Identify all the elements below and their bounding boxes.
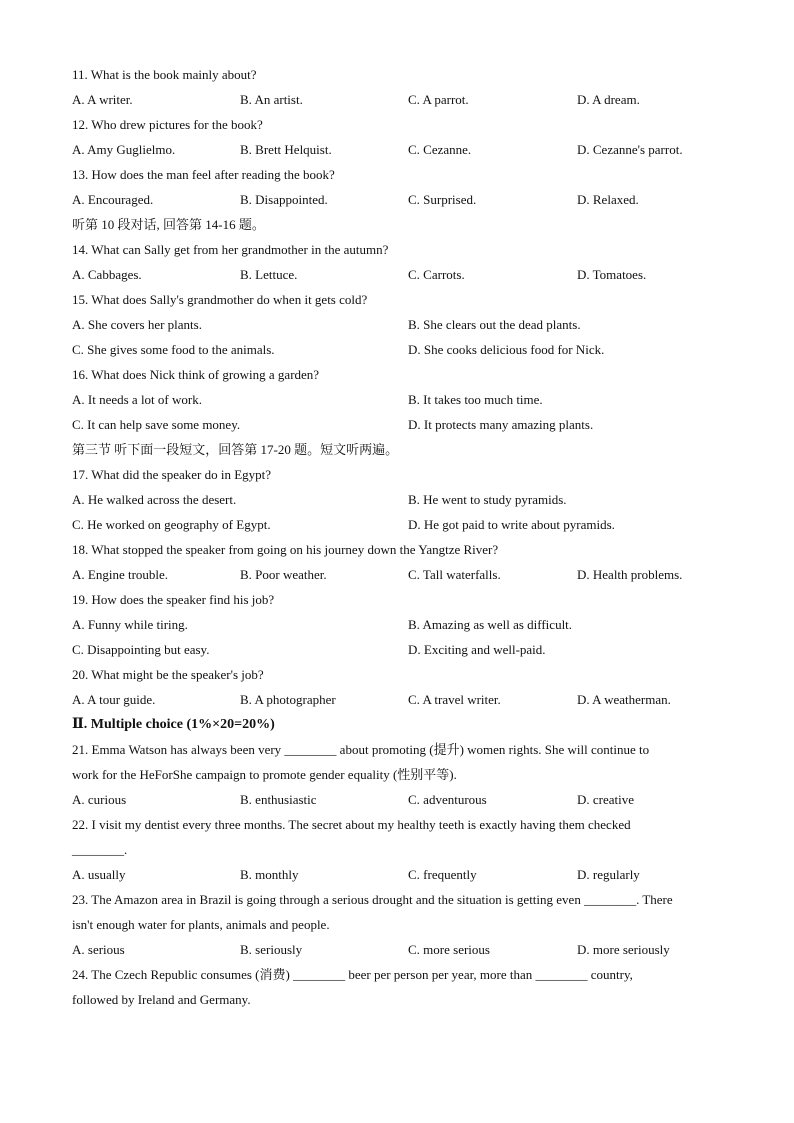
answer-option: C. A travel writer.	[408, 692, 501, 707]
question-text: 12. Who drew pictures for the book?	[72, 117, 263, 132]
answer-option: B. monthly	[240, 867, 299, 882]
question-text: 22. I visit my dentist every three months. The secret about my healthy teeth is exactly having them checked	[72, 817, 631, 832]
answer-option: C. Cezanne.	[408, 142, 472, 157]
answer-option: A. Amy Guglielmo.	[72, 142, 176, 157]
answer-option: C. Carrots.	[408, 267, 465, 282]
answer-option: A. She covers her plants.	[72, 317, 202, 332]
answer-options-row	[72, 637, 732, 662]
answer-option: C. Tall waterfalls.	[408, 567, 501, 582]
answer-options-row	[72, 137, 732, 162]
answer-options-row	[72, 187, 732, 212]
question-text: 21. Emma Watson has always been very ________ about promoting (提升) women rights. She will continue to	[72, 742, 650, 757]
answer-option: C. Disappointing but easy.	[72, 642, 210, 657]
answer-option: C. A parrot.	[408, 92, 469, 107]
question-text: ________.	[72, 842, 128, 857]
exam-content	[72, 62, 732, 1012]
question-text: followed by Ireland and Germany.	[72, 992, 251, 1007]
answer-option: D. creative	[577, 792, 635, 807]
answer-options-row	[72, 312, 732, 337]
answer-option: A. Encouraged.	[72, 192, 154, 207]
answer-option: A. Funny while tiring.	[72, 617, 188, 632]
answer-option: D. He got paid to write about pyramids.	[408, 517, 615, 532]
answer-option: C. more serious	[408, 942, 490, 957]
question-text: 15. What does Sally's grandmother do when it gets cold?	[72, 292, 368, 307]
answer-options-row	[72, 937, 732, 962]
answer-options-row	[72, 862, 732, 887]
answer-option: B. Poor weather.	[240, 567, 327, 582]
answer-options-row	[72, 787, 732, 812]
answer-option: B. Brett Helquist.	[240, 142, 332, 157]
answer-option: B. Disappointed.	[240, 192, 328, 207]
question-text: 17. What did the speaker do in Egypt?	[72, 467, 272, 482]
answer-option: C. She gives some food to the animals.	[72, 342, 275, 357]
question-text: 14. What can Sally get from her grandmother in the autumn?	[72, 242, 389, 257]
answer-option: A. serious	[72, 942, 125, 957]
answer-option: D. more seriously	[577, 942, 670, 957]
question-text: 16. What does Nick think of growing a garden?	[72, 367, 320, 382]
answer-option: C. He worked on geography of Egypt.	[72, 517, 271, 532]
question-text: 19. How does the speaker find his job?	[72, 592, 275, 607]
instruction-line: 听第 10 段对话, 回答第 14-16 题。	[72, 217, 265, 232]
answer-option: A. A writer.	[72, 92, 133, 107]
answer-option: D. regularly	[577, 867, 640, 882]
answer-option: B. An artist.	[240, 92, 303, 107]
answer-option: C. adventurous	[408, 792, 487, 807]
answer-option: D. Relaxed.	[577, 192, 639, 207]
answer-option: D. She cooks delicious food for Nick.	[408, 342, 605, 357]
answer-option: D. It protects many amazing plants.	[408, 417, 594, 432]
answer-option: D. Exciting and well-paid.	[408, 642, 546, 657]
answer-option: B. It takes too much time.	[408, 392, 543, 407]
answer-option: B. A photographer	[240, 692, 336, 707]
answer-options-row	[72, 337, 732, 362]
answer-option: B. Amazing as well as difficult.	[408, 617, 573, 632]
question-text: 24. The Czech Republic consumes (消费) ________ beer per person per year, more than ________ country,	[72, 967, 633, 982]
question-text: 23. The Amazon area in Brazil is going through a serious drought and the situation is getting even ________. There	[72, 892, 673, 907]
answer-option: A. A tour guide.	[72, 692, 156, 707]
question-text: work for the HeForShe campaign to promote gender equality (性别平等).	[72, 767, 457, 782]
answer-options-row	[72, 412, 732, 437]
answer-options-row	[72, 687, 732, 712]
answer-option: A. Engine trouble.	[72, 567, 169, 582]
answer-options-row	[72, 387, 732, 412]
question-text: isn't enough water for plants, animals and people.	[72, 917, 330, 932]
answer-option: A. usually	[72, 867, 126, 882]
answer-options-row	[72, 562, 732, 587]
answer-option: A. He walked across the desert.	[72, 492, 237, 507]
answer-options-row	[72, 512, 732, 537]
answer-options-row	[72, 87, 732, 112]
answer-option: D. Cezanne's parrot.	[577, 142, 683, 157]
question-text: 11. What is the book mainly about?	[72, 67, 257, 82]
question-text: 20. What might be the speaker's job?	[72, 667, 264, 682]
answer-option: A. curious	[72, 792, 127, 807]
question-text: 13. How does the man feel after reading the book?	[72, 167, 335, 182]
answer-options-row	[72, 612, 732, 637]
answer-option: C. Surprised.	[408, 192, 477, 207]
answer-options-row	[72, 487, 732, 512]
answer-option: D. A weatherman.	[577, 692, 671, 707]
answer-options-row	[72, 262, 732, 287]
answer-option: B. He went to study pyramids.	[408, 492, 567, 507]
answer-option: A. Cabbages.	[72, 267, 142, 282]
question-text: 18. What stopped the speaker from going on his journey down the Yangtze River?	[72, 542, 499, 557]
answer-option: D. Tomatoes.	[577, 267, 647, 282]
answer-option: B. She clears out the dead plants.	[408, 317, 581, 332]
instruction-line: 第三节 听下面一段短文，回答第 17-20 题。短文听两遍。	[72, 442, 399, 457]
answer-option: B. Lettuce.	[240, 267, 298, 282]
section-heading: Ⅱ. Multiple choice (1%×20=20%)	[72, 717, 275, 732]
answer-option: C. frequently	[408, 867, 477, 882]
answer-option: D. A dream.	[577, 92, 640, 107]
answer-option: B. seriously	[240, 942, 303, 957]
answer-option: D. Health problems.	[577, 567, 683, 582]
answer-option: A. It needs a lot of work.	[72, 392, 202, 407]
answer-option: C. It can help save some money.	[72, 417, 241, 432]
answer-option: B. enthusiastic	[240, 792, 317, 807]
